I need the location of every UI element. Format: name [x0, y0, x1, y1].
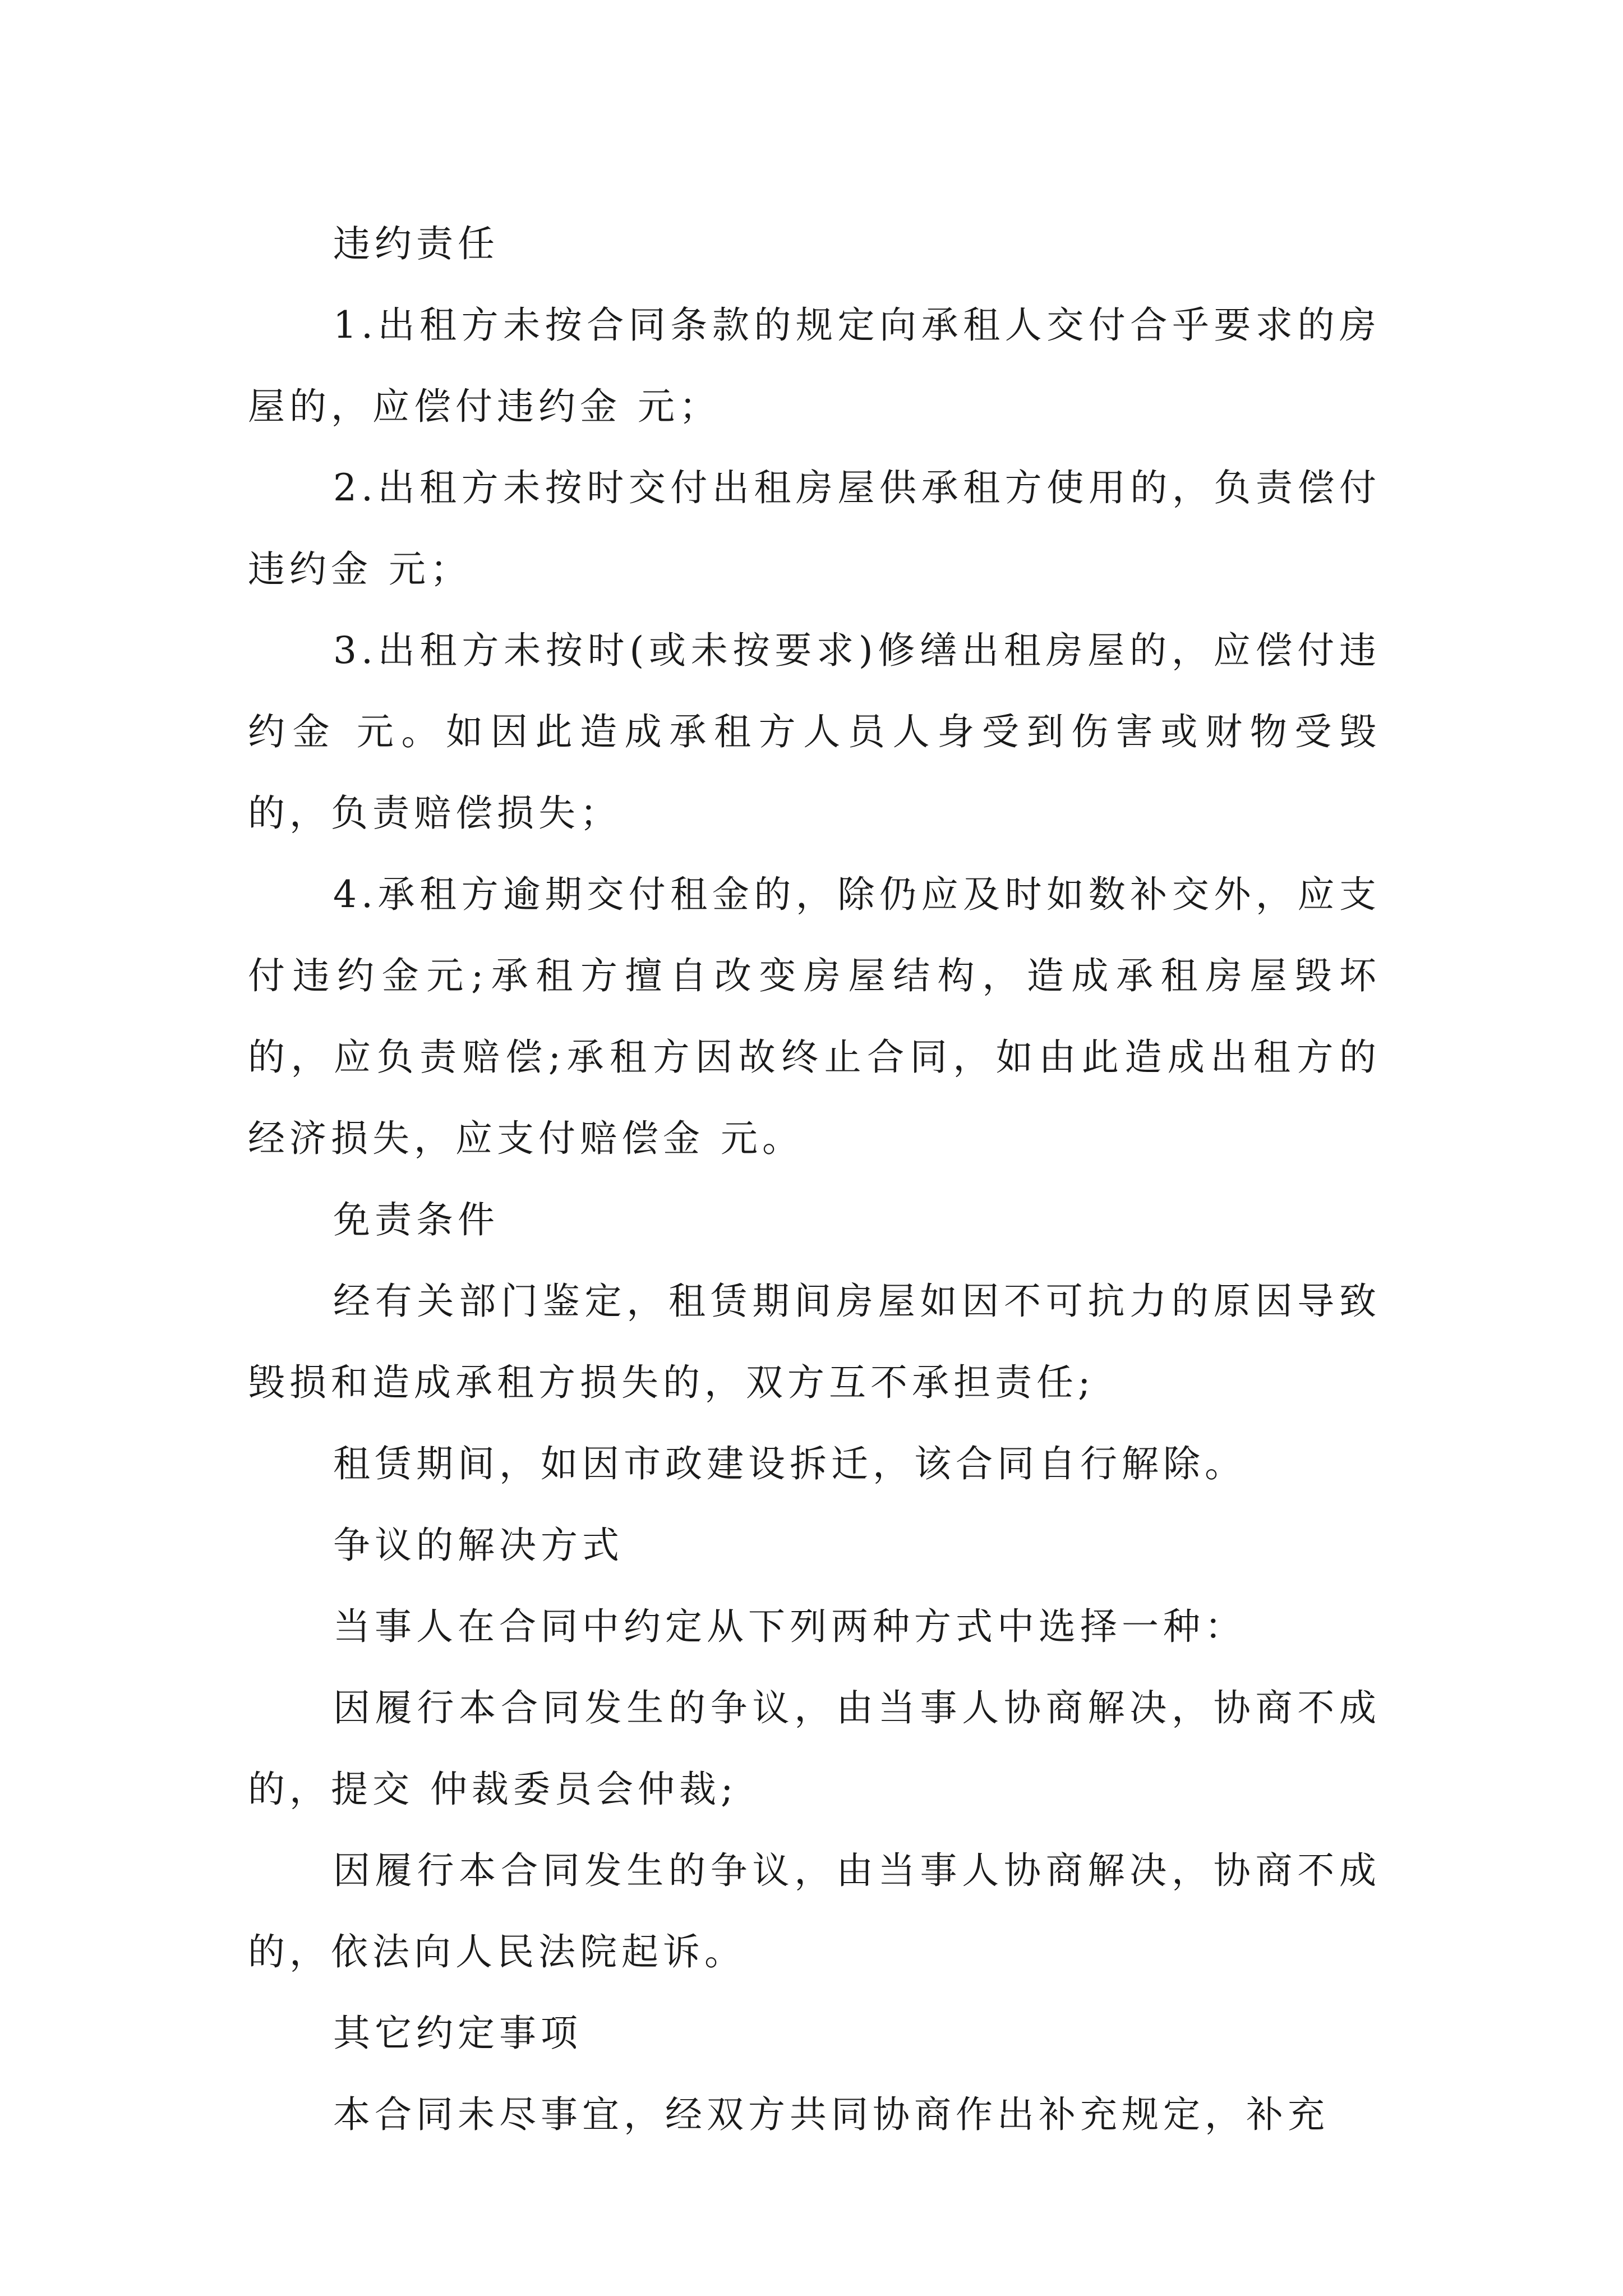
section-heading-exemption: 免责条件: [333, 1198, 499, 1241]
dispute-intro: 当事人在合同中约定从下列两种方式中选择一种：: [333, 1605, 1246, 1648]
clause-4: 4.承租方逾期交付租金的，除仍应及时如数补交外，应支付违约金元;承租方擅自改变房屋结构，造成承租房屋毁坏的，应负责赔偿;承租方因故终止合同，如由此造成出租方的经济损失，应支付赔偿金 元。: [248, 873, 1381, 1160]
document-page: [248, 203, 1381, 2155]
dispute-option-court: 因履行本合同发生的争议，由当事人协商解决，协商不成的，依法向人民法院起诉。: [248, 1849, 1381, 1973]
exemption-paragraph-1: 经有关部门鉴定，租赁期间房屋如因不可抗力的原因导致毁损和造成承租方损失的，双方互不承担责任;: [248, 1280, 1381, 1404]
exemption-paragraph-2: 租赁期间，如因市政建设拆迁，该合同自行解除。: [333, 1442, 1246, 1485]
other-paragraph-1: 本合同未尽事宜，经双方共同协商作出补充规定，补充: [333, 2093, 1329, 2136]
section-heading-other: 其它约定事项: [333, 2012, 582, 2055]
clause-3: 3.出租方未按时(或未按要求)修缮出租房屋的，应偿付违约金 元。如因此造成承租方人员人身受到伤害或财物受毁的，负责赔偿损失；: [248, 629, 1381, 835]
clause-1: 1.出租方未按合同条款的规定向承租人交付合乎要求的房屋的，应偿付违约金 元；: [248, 303, 1381, 428]
clause-2: 2.出租方未按时交付出租房屋供承租方使用的，负责偿付违约金 元；: [248, 466, 1381, 591]
section-heading-dispute: 争议的解决方式: [333, 1524, 624, 1567]
dispute-option-arbitration: 因履行本合同发生的争议，由当事人协商解决，协商不成的，提交 仲裁委员会仲裁;: [248, 1686, 1381, 1811]
section-heading-breach: 违约责任: [333, 222, 499, 265]
